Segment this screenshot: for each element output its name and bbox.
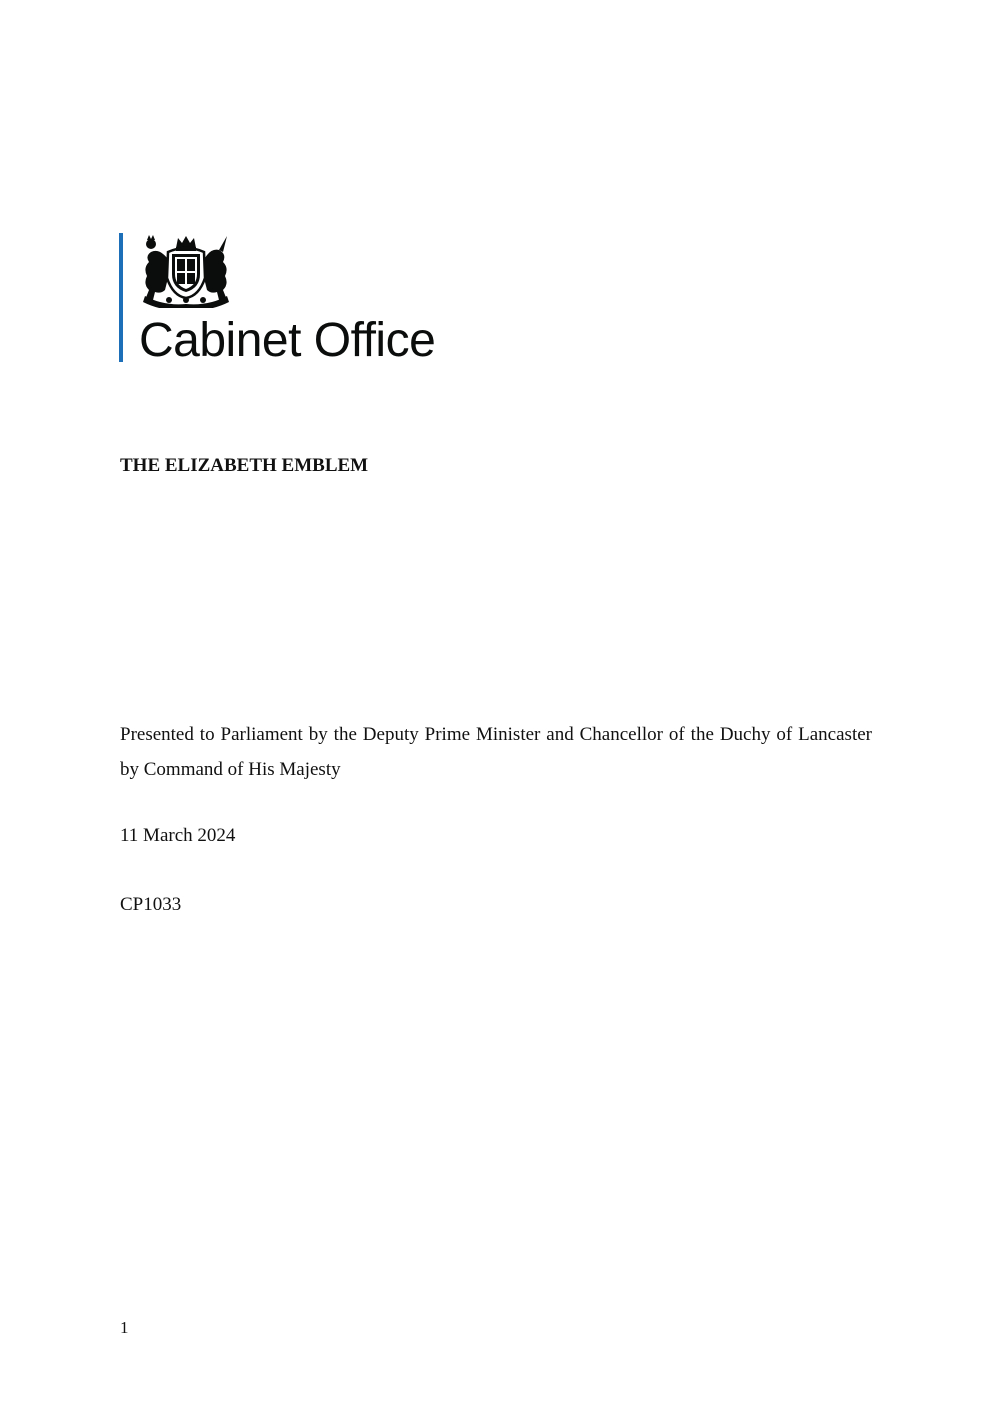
publication-date: 11 March 2024 bbox=[120, 825, 236, 846]
page-number: 1 bbox=[120, 1318, 129, 1337]
logo-accent-bar bbox=[119, 233, 123, 362]
organisation-name: Cabinet Office bbox=[139, 314, 436, 367]
document-title: THE ELIZABETH EMBLEM bbox=[120, 455, 369, 476]
royal-coat-of-arms-icon bbox=[139, 234, 233, 308]
command-paper-reference: CP1033 bbox=[120, 894, 182, 915]
presentation-statement: Presented to Parliament by the Deputy Prime Minister and Chancellor of the Duchy of Lancaster by Command of His Majesty bbox=[120, 724, 872, 780]
cabinet-office-logo bbox=[119, 233, 479, 365]
